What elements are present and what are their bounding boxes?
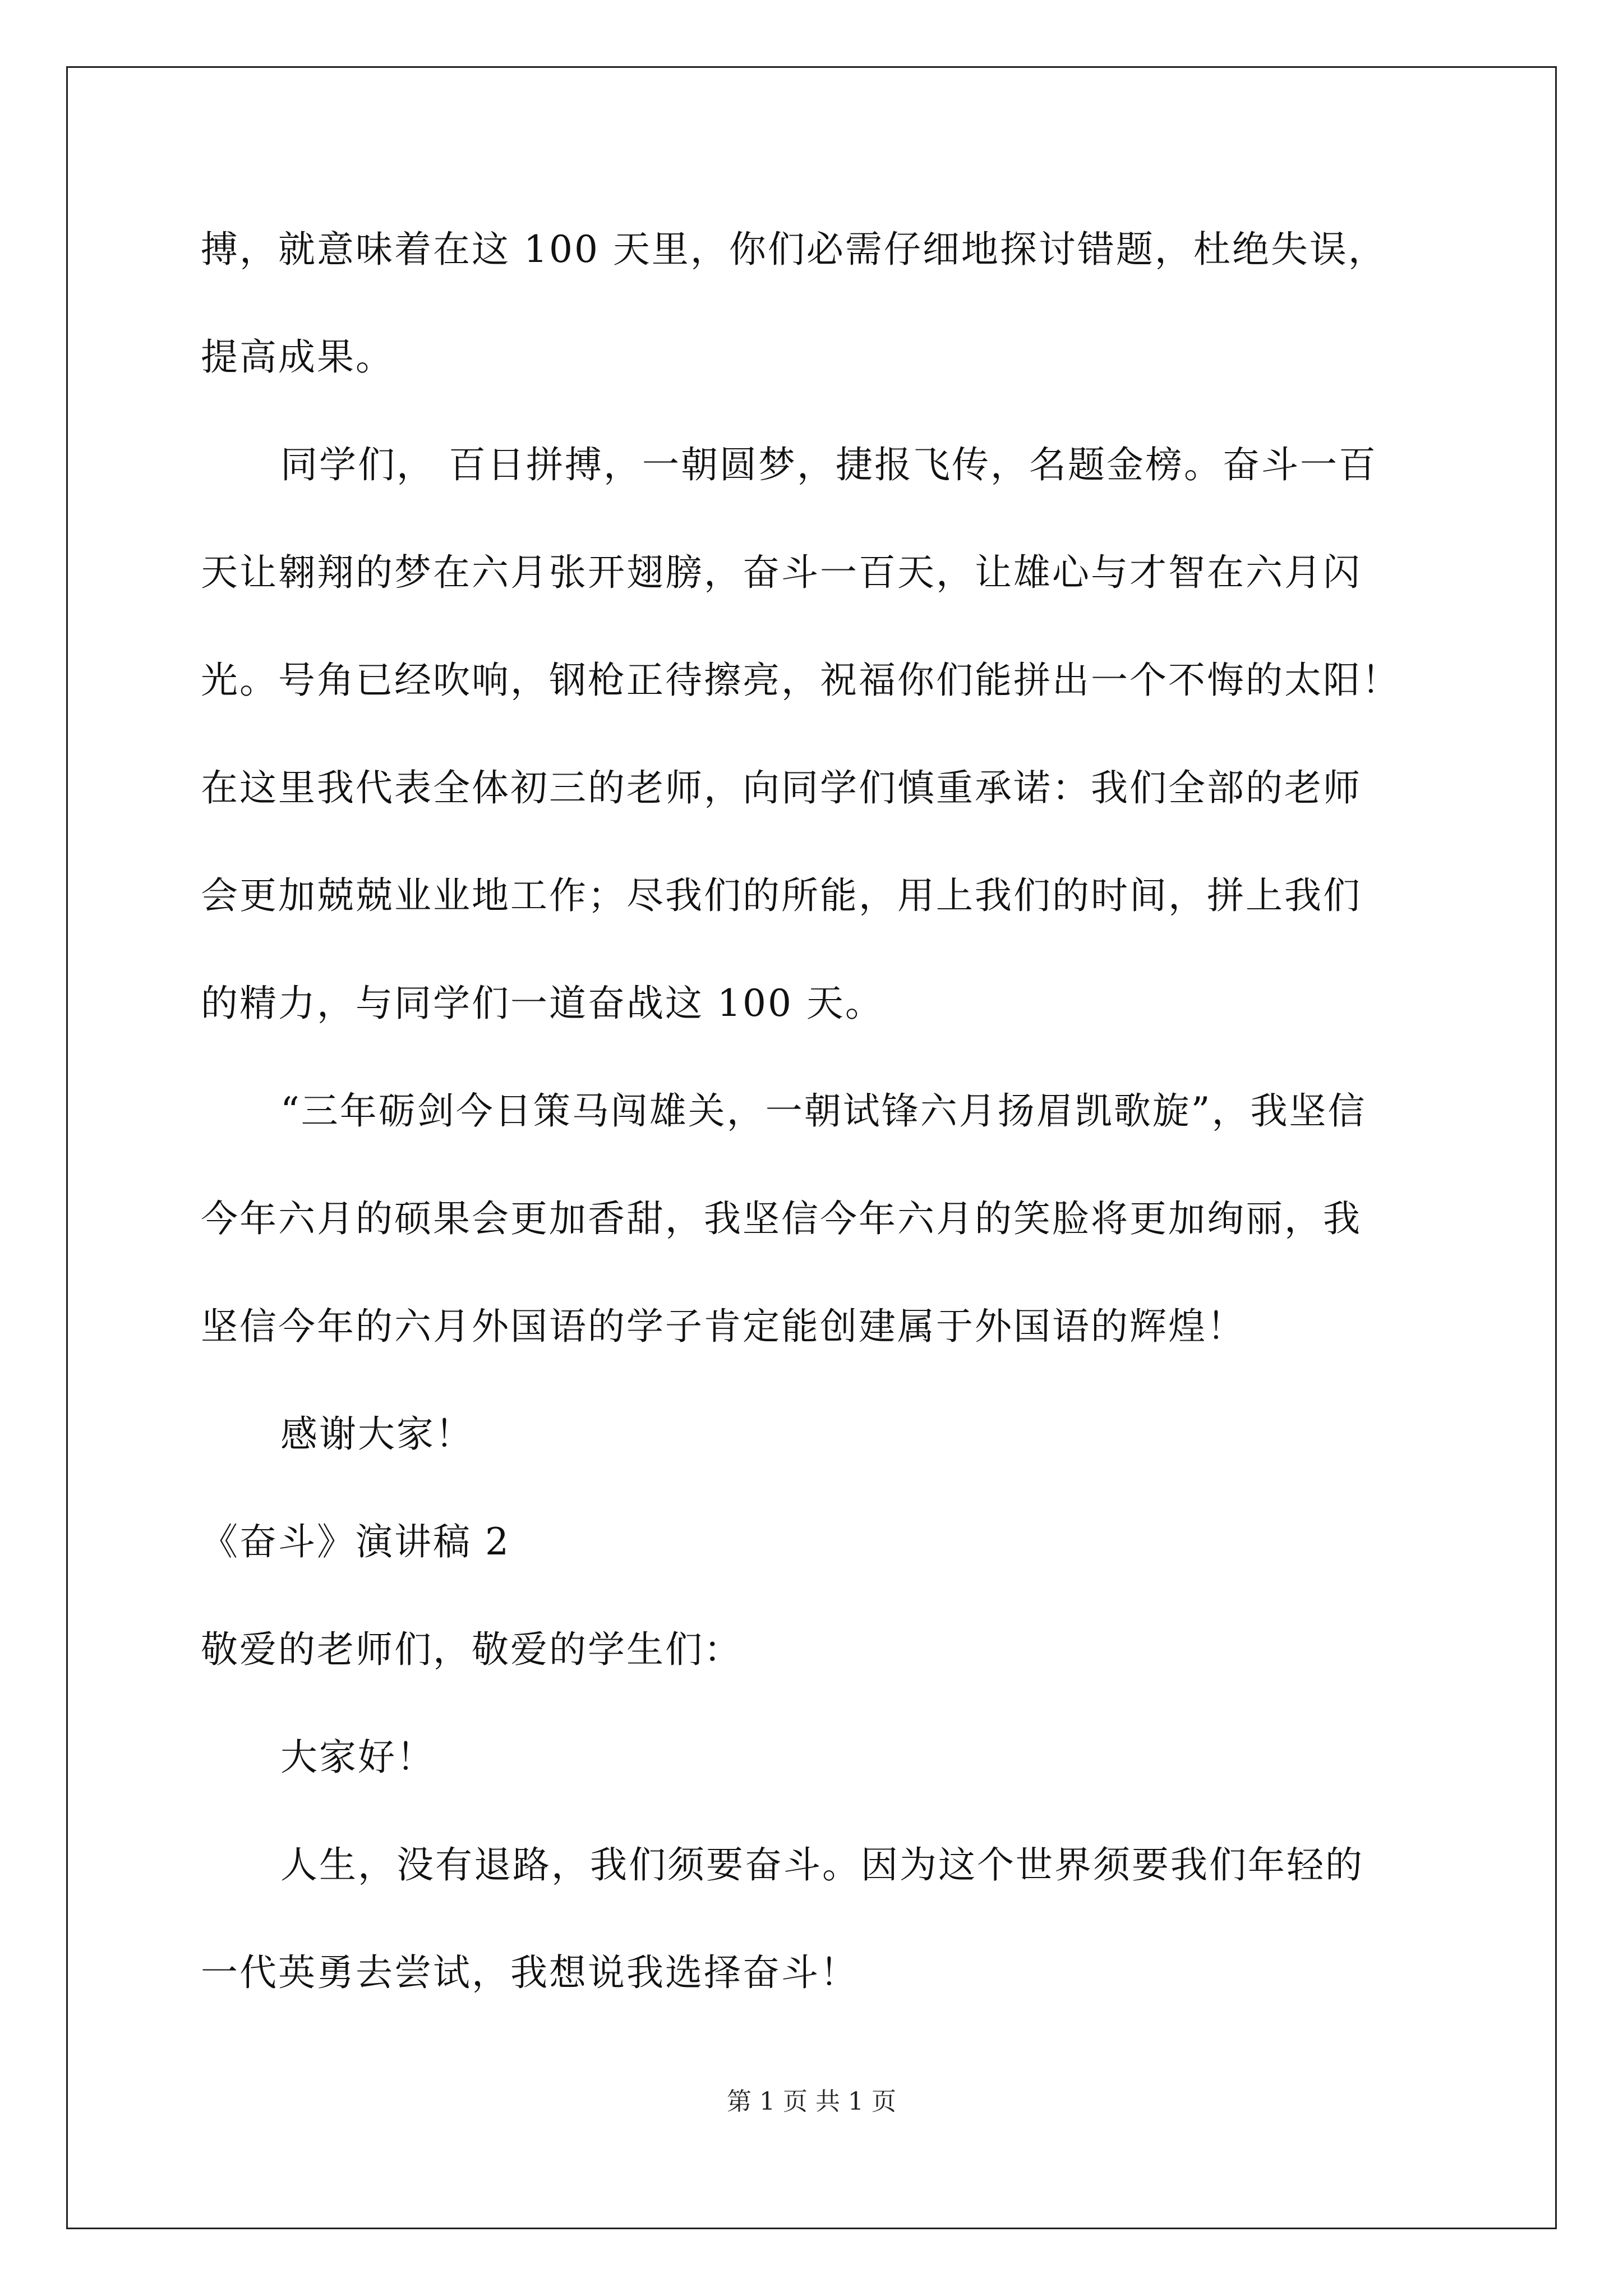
text-line-10: 今年六月的硕果会更加香甜，我坚信今年六月的笑脸将更加绚丽，我 [201,1197,1362,1240]
text-line-4: 天让翱翔的梦在六月张开翅膀，奋斗一百天，让雄心与才智在六月闪 [201,551,1362,594]
page-footer: 第 1 页 共 1 页 [727,2087,896,2116]
text-line-14: 敬爱的老师们，敬爱的学生们： [201,1628,743,1671]
text-line-8: 的精力，与同学们一道奋战这 100 天。 [201,982,884,1025]
text-line-9: “三年砺剑今日策马闯雄关，一朝试锋六月扬眉凯歌旋”，我坚信 [280,1089,1367,1133]
text-line-15: 大家好！ [280,1736,435,1779]
text-line-11: 坚信今年的六月外国语的学子肯定能创建属于外国语的辉煌！ [201,1305,1246,1348]
text-line-6: 在这里我代表全体初三的老师，向同学们慎重承诺：我们全部的老师 [201,766,1362,809]
text-line-17: 一代英勇去尝试，我想说我选择奋斗！ [201,1951,859,1994]
text-line-7: 会更加兢兢业业地工作；尽我们的所能，用上我们的时间，拼上我们 [201,874,1362,917]
document-body [201,213,1457,2044]
text-line-12: 感谢大家！ [280,1412,474,1456]
text-line-3: 同学们， 百日拼搏，一朝圆梦，捷报飞传，名题金榜。奋斗一百 [280,443,1377,486]
section-heading: 《奋斗》演讲稿 2 [201,1520,510,1563]
text-line-16: 人生，没有退路，我们须要奋斗。因为这个世界须要我们年轻的 [280,1843,1364,1887]
text-line-5: 光。号角已经吹响，钢枪正待擦亮，祝福你们能拼出一个不悔的太阳！ [201,659,1400,702]
text-line-1: 搏，就意味着在这 100 天里，你们必需仔细地探讨错题，杜绝失误， [201,228,1387,271]
text-line-2: 提高成果。 [201,335,394,379]
